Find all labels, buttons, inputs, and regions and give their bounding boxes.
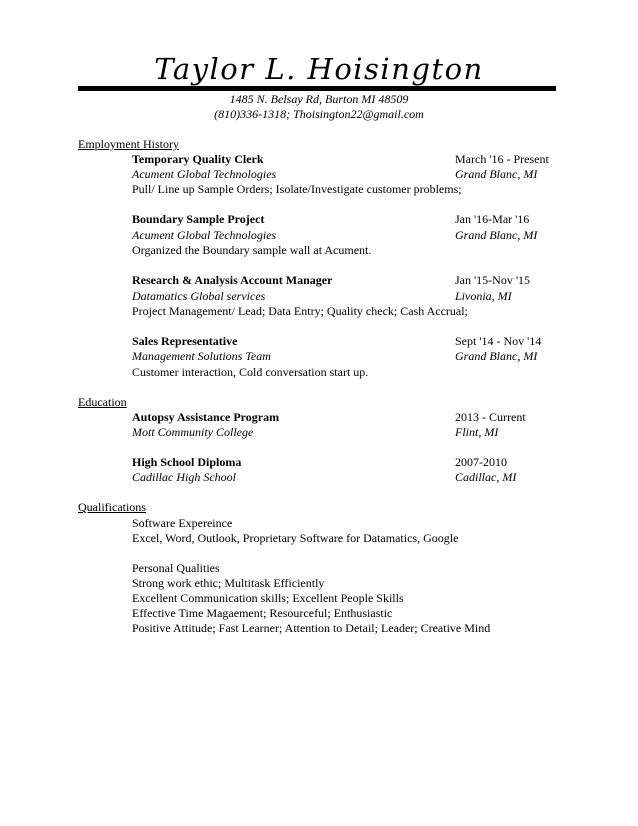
job-title: Research & Analysis Account Manager	[132, 273, 333, 287]
software-heading: Software Expereince	[132, 516, 233, 530]
education-title: High School Diploma	[132, 455, 242, 469]
job-title: Sales Representative	[132, 334, 238, 348]
education-location: Cadillac, MI	[455, 470, 517, 484]
address-line: 1485 N. Belsay Rd, Burton MI 48509	[229, 92, 409, 106]
job-dates: March '16 - Present	[455, 152, 549, 166]
personal-quality-line: Excellent Communication skills; Excellent People Skills	[132, 591, 404, 605]
resume-name: Taylor L. Hoisington	[154, 52, 484, 86]
personal-heading: Personal Qualities	[132, 561, 220, 575]
software-list: Excel, Word, Outlook, Proprietary Software for Datamatics, Google	[132, 531, 459, 545]
education-school: Mott Community College	[132, 425, 254, 439]
job-dates: Sept '14 - Nov '14	[455, 334, 542, 348]
job-location: Grand Blanc, MI	[455, 167, 538, 181]
job-location: Livonia, MI	[455, 289, 512, 303]
job-title: Temporary Quality Clerk	[132, 152, 264, 166]
personal-quality-line: Effective Time Magaement; Resourceful; Enthusiastic	[132, 606, 393, 620]
job-location: Grand Blanc, MI	[455, 228, 538, 242]
contact-line: (810)336-1318; Thoisington22@gmail.com	[214, 107, 424, 121]
job-description: Customer interaction, Cold conversation start up.	[132, 365, 369, 379]
education-title: Autopsy Assistance Program	[132, 410, 280, 424]
job-dates: Jan '15-Nov '15	[455, 273, 530, 287]
personal-quality-line: Strong work ethic; Multitask Efficiently	[132, 576, 325, 590]
job-company: Datamatics Global services	[132, 289, 266, 303]
job-dates: Jan '16-Mar '16	[455, 212, 530, 226]
job-description: Project Management/ Lead; Data Entry; Quality check; Cash Accrual;	[132, 304, 468, 318]
education-heading: Education	[78, 395, 127, 409]
job-company: Management Solutions Team	[132, 349, 271, 363]
job-description: Organized the Boundary sample wall at Acument.	[132, 243, 372, 257]
education-location: Flint, MI	[455, 425, 499, 439]
job-company: Acument Global Technologies	[132, 228, 277, 242]
qualifications-heading: Qualifications	[78, 500, 146, 514]
job-description: Pull/ Line up Sample Orders; Isolate/Investigate customer problems;	[132, 182, 462, 196]
education-school: Cadillac High School	[132, 470, 236, 484]
job-location: Grand Blanc, MI	[455, 349, 538, 363]
job-title: Boundary Sample Project	[132, 212, 265, 226]
job-company: Acument Global Technologies	[132, 167, 277, 181]
personal-quality-line: Positive Attitude; Fast Learner; Attention to Detail; Leader; Creative Mind	[132, 621, 491, 635]
education-dates: 2013 - Current	[455, 410, 526, 424]
employment-heading: Employment History	[78, 137, 179, 151]
header-divider	[78, 86, 556, 91]
education-dates: 2007-2010	[455, 455, 507, 469]
